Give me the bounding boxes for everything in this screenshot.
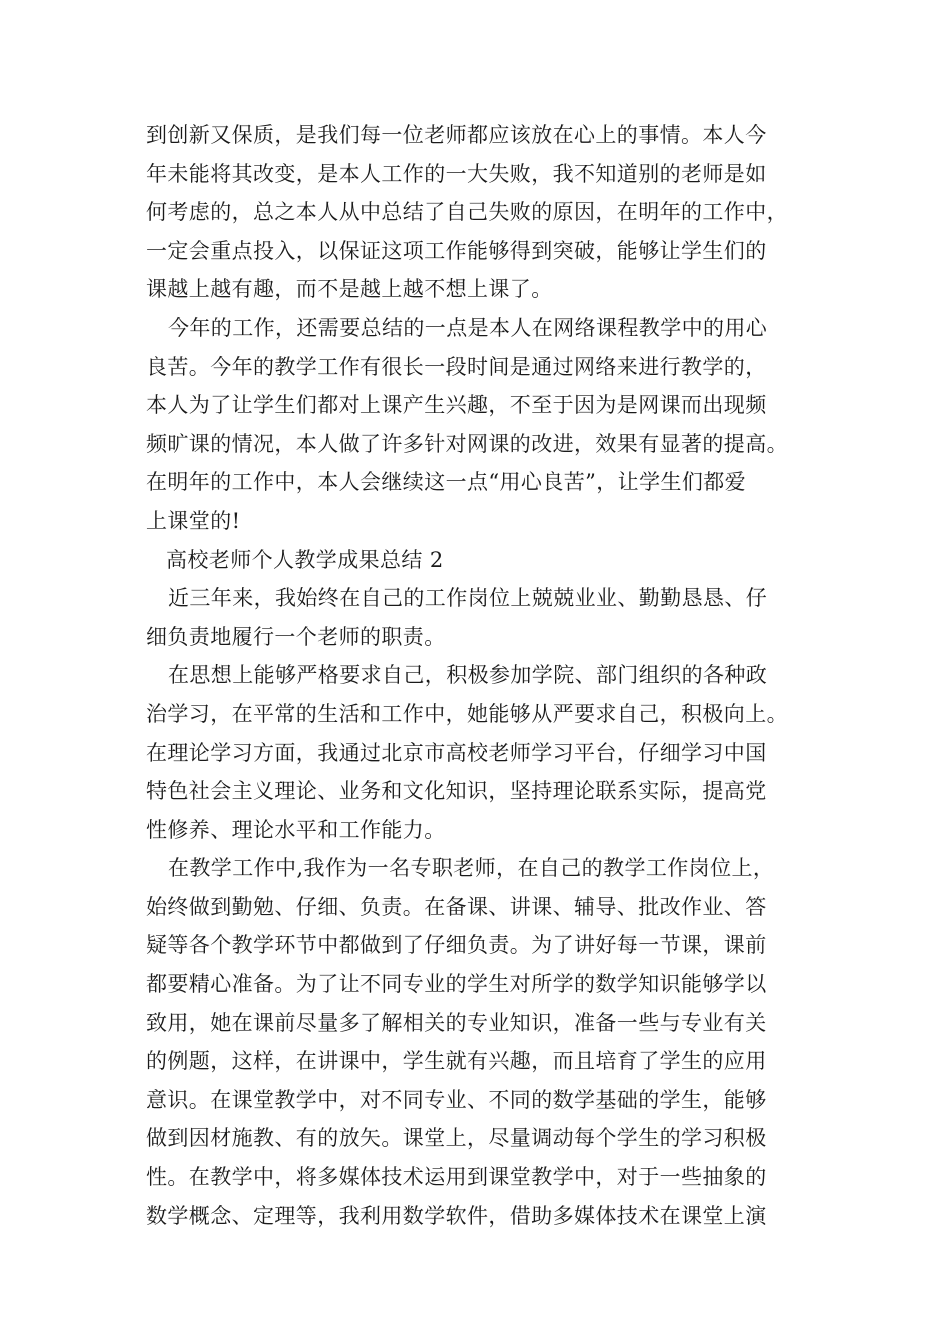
text-line: 在思想上能够严格要求自己，积极参加学院、部门组织的各种政: [168, 663, 768, 688]
text-line: 一定会重点投入，以保证这项工作能够得到突破，能够让学生们的: [146, 238, 767, 263]
text-line: 良苦。今年的教学工作有很长一段时间是通过网络来进行教学的，: [146, 354, 767, 379]
text-line: 今年的工作，还需要总结的一点是本人在网络课程教学中的用心: [168, 315, 768, 340]
text-line: 在理论学习方面，我通过北京市高校老师学习平台，仔细学习中国: [146, 740, 767, 765]
text-line: 本人为了让学生们都对上课产生兴趣，不至于因为是网课而出现频: [146, 393, 767, 418]
text-line: 治学习，在平常的生活和工作中，她能够从严要求自己，积极向上。: [146, 701, 788, 726]
section-heading: 高校老师个人教学成果总结 2: [166, 547, 444, 572]
text-line: 疑等各个教学环节中都做到了仔细负责。为了讲好每一节课，课前: [146, 933, 767, 958]
text-line: 性。在教学中，将多媒体技术运用到课堂教学中，对于一些抽象的: [146, 1165, 767, 1190]
text-line: 年未能将其改变，是本人工作的一大失败，我不知道别的老师是如: [146, 161, 767, 186]
text-line: 做到因材施教、有的放矢。课堂上，尽量调动每个学生的学习积极: [146, 1126, 767, 1151]
text-line: 近三年来，我始终在自己的工作岗位上兢兢业业、勤勤恳恳、仔: [168, 586, 768, 611]
text-line: 到创新又保质，是我们每一位老师都应该放在心上的事情。本人今: [146, 123, 767, 147]
text-line: 致用，她在课前尽量多了解相关的专业知识，准备一些与专业有关: [146, 1010, 767, 1035]
text-line: 性修养、理论水平和工作能力。: [146, 817, 446, 842]
text-line: 在教学工作中,我作为一名专职老师，在自己的教学工作岗位上，: [168, 856, 775, 881]
text-line: 上课堂的!: [146, 508, 241, 533]
text-line: 频旷课的情况，本人做了许多针对网课的改进，效果有显著的提高。: [146, 431, 788, 456]
document-body: [146, 116, 806, 1235]
text-line: 的例题，这样，在讲课中，学生就有兴趣，而且培育了学生的应用: [146, 1049, 767, 1074]
text-line: 数学概念、定理等，我利用数学软件，借助多媒体技术在课堂上演: [146, 1203, 767, 1228]
text-line: 意识。在课堂教学中，对不同专业、不同的数学基础的学生，能够: [146, 1087, 767, 1112]
text-line: 何考虑的，总之本人从中总结了自己失败的原因，在明年的工作中，: [146, 200, 788, 225]
text-line: 始终做到勤勉、仔细、负责。在备课、讲课、辅导、批改作业、答: [146, 894, 767, 919]
text-line: 特色社会主义理论、业务和文化知识，坚持理论联系实际，提高党: [146, 779, 767, 804]
text-line: 都要精心准备。为了让不同专业的学生对所学的数学知识能够学以: [146, 972, 767, 997]
text-line: 在明年的工作中，本人会继续这一点“用心良苦”，让学生们都爱: [146, 470, 747, 495]
text-line: 课越上越有趣，而不是越上越不想上课了。: [146, 277, 553, 302]
text-line: 细负责地履行一个老师的职责。: [146, 624, 446, 649]
